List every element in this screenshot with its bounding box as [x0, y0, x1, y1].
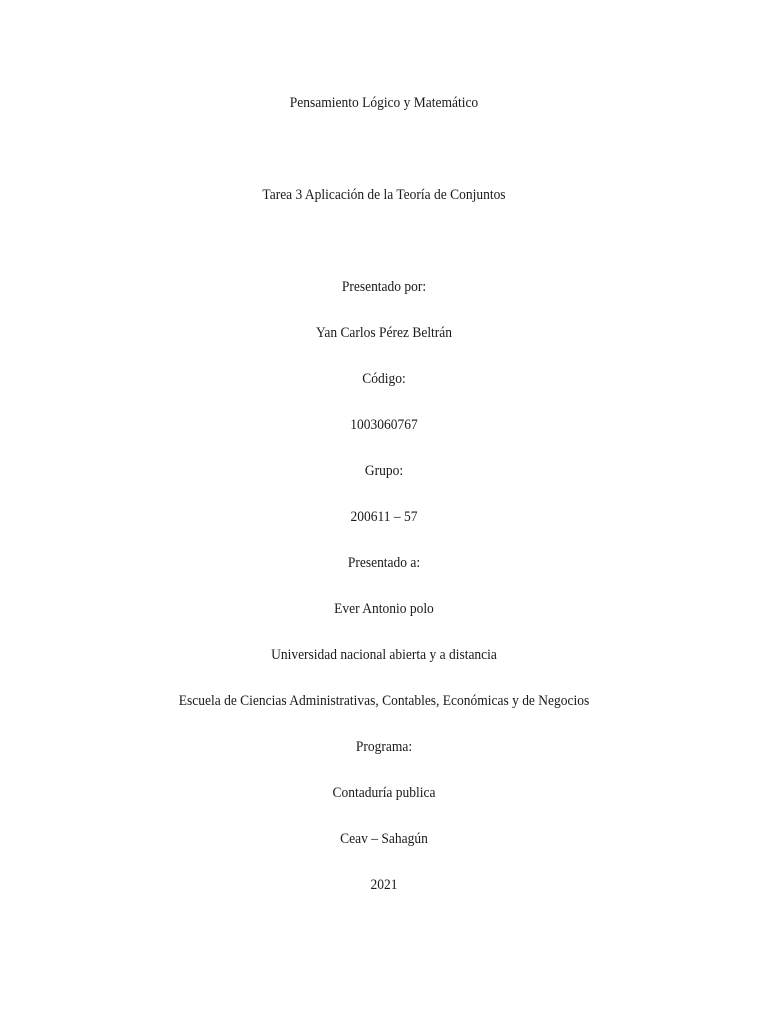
university-name: Universidad nacional abierta y a distancia	[271, 647, 497, 663]
group-value: 200611 – 57	[350, 509, 418, 525]
student-name: Yan Carlos Pérez Beltrán	[315, 325, 453, 341]
course-title: Pensamiento Lógico y Matemático	[289, 95, 479, 111]
document-page	[27, 0, 741, 1024]
presented-by-label: Presentado por:	[341, 279, 427, 295]
code-label: Código:	[362, 371, 406, 387]
tutor-name: Ever Antonio polo	[334, 601, 434, 617]
program-value: Contaduría publica	[332, 785, 436, 801]
assignment-title: Tarea 3 Aplicación de la Teoría de Conjuntos	[262, 187, 506, 203]
year: 2021	[370, 877, 398, 893]
school-name: Escuela de Ciencias Administrativas, Contables, Económicas y de Negocios	[178, 693, 590, 709]
group-label: Grupo:	[364, 463, 404, 479]
location: Ceav – Sahagún	[340, 831, 428, 847]
program-label: Programa:	[355, 739, 413, 755]
code-value: 1003060767	[350, 417, 418, 433]
presented-to-label: Presentado a:	[347, 555, 421, 571]
